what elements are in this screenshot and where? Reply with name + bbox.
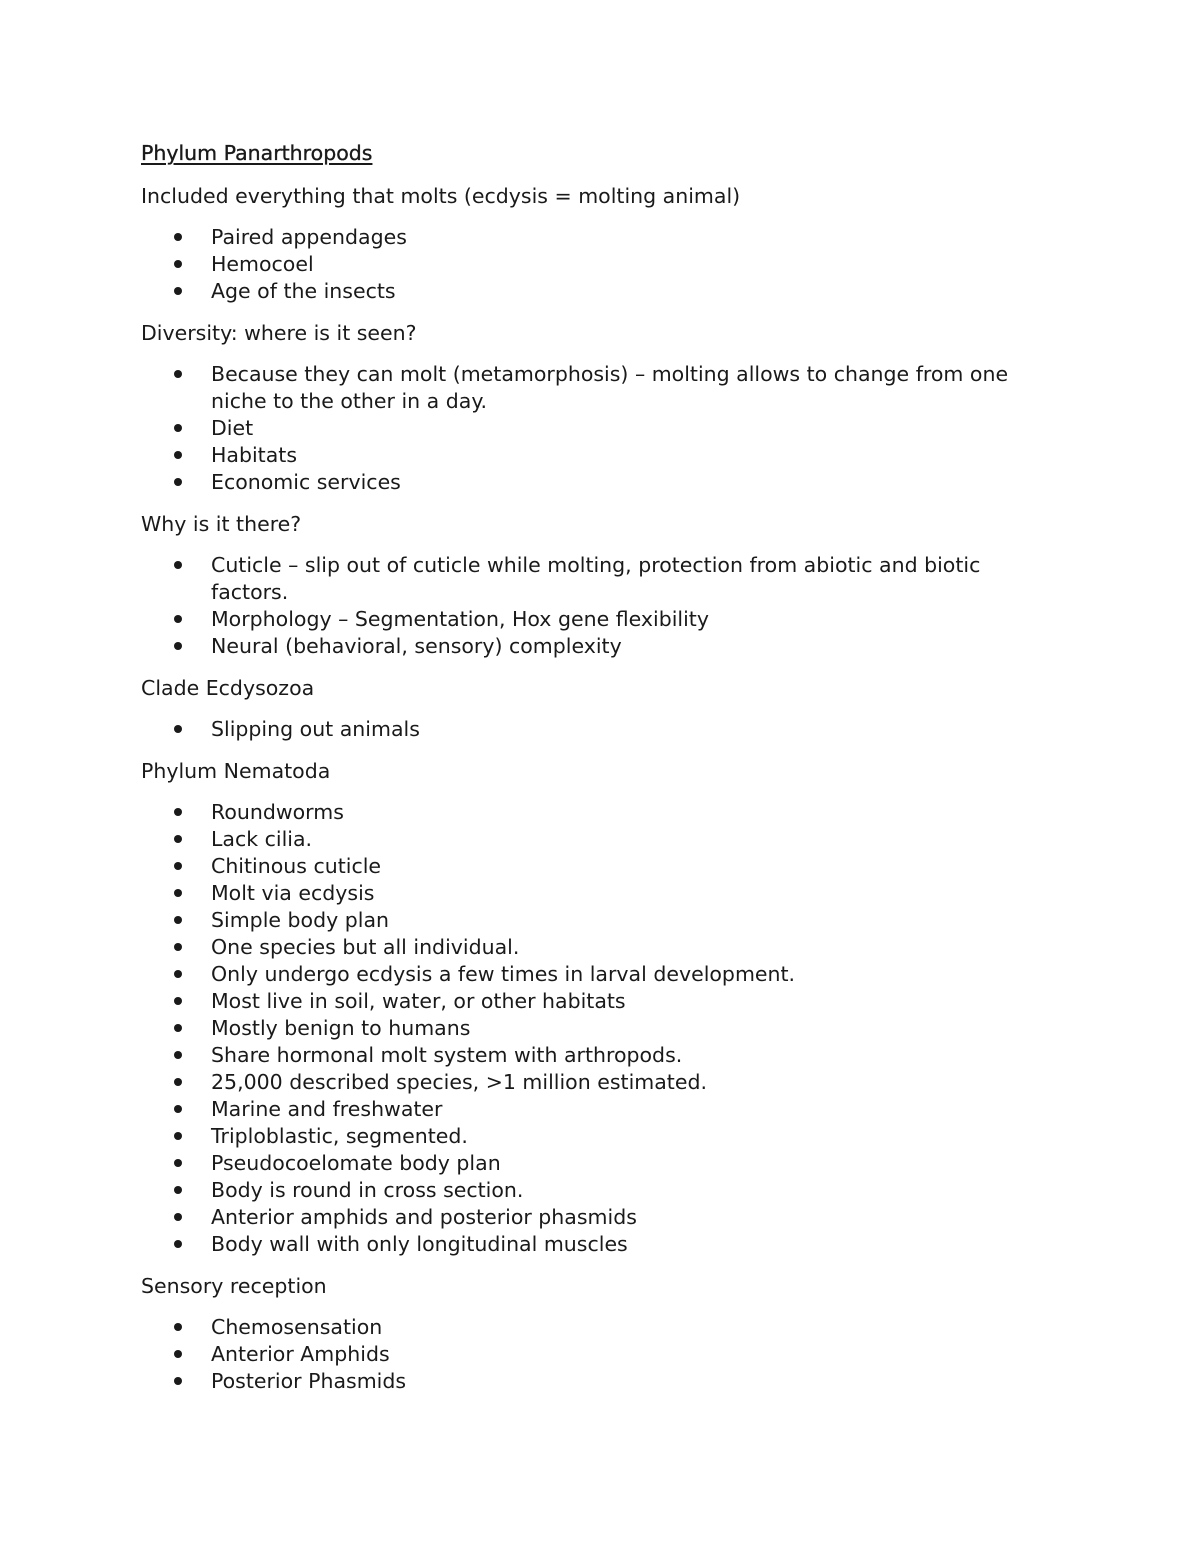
list-item: [141, 1123, 1061, 1150]
list-item-text: Mostly benign to humans: [211, 1016, 471, 1040]
list-item: [141, 552, 1061, 606]
bullet-icon: [174, 1213, 182, 1221]
list-item: [141, 1341, 1061, 1368]
list-item-text: Diet: [211, 416, 254, 440]
bullet-icon: [174, 808, 182, 816]
list-item: [141, 278, 1061, 305]
section-heading: Diversity: where is it seen?: [141, 321, 417, 345]
list-item-text: Chemosensation: [211, 1315, 383, 1339]
bullet-list: [141, 552, 1061, 660]
bullet-icon: [174, 233, 182, 241]
list-item: [141, 934, 1061, 961]
bullet-icon: [174, 478, 182, 486]
list-item-text: Age of the insects: [211, 279, 396, 303]
list-item-text: Simple body plan: [211, 908, 389, 932]
bullet-icon: [174, 615, 182, 623]
bullet-icon: [174, 1377, 182, 1385]
list-item: [141, 853, 1061, 880]
list-item: [141, 251, 1061, 278]
bullet-icon: [174, 287, 182, 295]
list-item-text: Habitats: [211, 443, 298, 467]
bullet-icon: [174, 970, 182, 978]
bullet-icon: [174, 916, 182, 924]
document-page: [141, 138, 1061, 1395]
list-item: [141, 224, 1061, 251]
list-item: [141, 1204, 1061, 1231]
bullet-icon: [174, 835, 182, 843]
bullet-icon: [174, 1323, 182, 1331]
bullet-icon: [174, 561, 182, 569]
list-item: [141, 1368, 1061, 1395]
bullet-icon: [174, 725, 182, 733]
list-item: [141, 1314, 1061, 1341]
bullet-icon: [174, 1132, 182, 1140]
bullet-list: [141, 361, 1061, 496]
list-item-text: Anterior amphids and posterior phasmids: [211, 1205, 637, 1229]
section-heading: Included everything that molts (ecdysis = molting animal): [141, 184, 741, 208]
list-item: [141, 880, 1061, 907]
list-item-text: Paired appendages: [211, 225, 407, 249]
list-item: [141, 961, 1061, 988]
bullet-icon: [174, 370, 182, 378]
section-heading: Sensory reception: [141, 1274, 327, 1298]
list-item-text: 25,000 described species, >1 million estimated.: [211, 1070, 707, 1094]
list-item: [141, 1096, 1061, 1123]
list-item: [141, 1231, 1061, 1258]
bullet-icon: [174, 451, 182, 459]
section-heading: Clade Ecdysozoa: [141, 676, 315, 700]
list-item: [141, 716, 1061, 743]
list-item-text: Neural (behavioral, sensory) complexity: [211, 634, 622, 658]
list-item-text: Roundworms: [211, 800, 344, 824]
list-item-text: Pseudocoelomate body plan: [211, 1151, 501, 1175]
list-item-text: Morphology – Segmentation, Hox gene flexibility: [211, 607, 709, 631]
list-item: [141, 469, 1061, 496]
section-heading: Why is it there?: [141, 512, 302, 536]
list-item: [141, 1150, 1061, 1177]
bullet-list: [141, 1314, 1061, 1395]
list-item: [141, 606, 1061, 633]
bullet-icon: [174, 1186, 182, 1194]
bullet-icon: [174, 642, 182, 650]
bullet-icon: [174, 1105, 182, 1113]
list-item-text: Molt via ecdysis: [211, 881, 375, 905]
list-item-text: Most live in soil, water, or other habitats: [211, 989, 626, 1013]
list-item-text: Hemocoel: [211, 252, 314, 276]
list-item: [141, 633, 1061, 660]
section-heading: Phylum Nematoda: [141, 759, 331, 783]
list-item: [141, 988, 1061, 1015]
bullet-icon: [174, 943, 182, 951]
bullet-icon: [174, 1240, 182, 1248]
list-item-text: Triploblastic, segmented.: [211, 1124, 468, 1148]
bullet-icon: [174, 1159, 182, 1167]
bullet-icon: [174, 1078, 182, 1086]
list-item-text: Posterior Phasmids: [211, 1369, 407, 1393]
document-title: Phylum Panarthropods: [141, 141, 373, 165]
list-item: [141, 1015, 1061, 1042]
list-item-text: Cuticle – slip out of cuticle while molting, protection from abiotic and biotic factors.: [211, 553, 981, 604]
list-item: [141, 799, 1061, 826]
bullet-icon: [174, 1350, 182, 1358]
list-item-text: Marine and freshwater: [211, 1097, 443, 1121]
bullet-list: [141, 716, 1061, 743]
list-item: [141, 1177, 1061, 1204]
bullet-icon: [174, 424, 182, 432]
list-item-text: Only undergo ecdysis a few times in larval development.: [211, 962, 796, 986]
list-item: [141, 1069, 1061, 1096]
list-item-text: Chitinous cuticle: [211, 854, 382, 878]
list-item: [141, 442, 1061, 469]
list-item-text: Slipping out animals: [211, 717, 420, 741]
list-item-text: Because they can molt (metamorphosis) – molting allows to change from one niche to the other in a day.: [211, 362, 1009, 413]
list-item-text: Anterior Amphids: [211, 1342, 390, 1366]
list-item-text: Lack cilia.: [211, 827, 313, 851]
list-item: [141, 415, 1061, 442]
bullet-icon: [174, 1051, 182, 1059]
bullet-icon: [174, 260, 182, 268]
list-item-text: Economic services: [211, 470, 401, 494]
list-item-text: Body wall with only longitudinal muscles: [211, 1232, 628, 1256]
bullet-icon: [174, 997, 182, 1005]
bullet-icon: [174, 1024, 182, 1032]
list-item: [141, 907, 1061, 934]
bullet-icon: [174, 889, 182, 897]
list-item: [141, 361, 1061, 415]
list-item: [141, 826, 1061, 853]
list-item-text: Body is round in cross section.: [211, 1178, 524, 1202]
list-item-text: One species but all individual.: [211, 935, 520, 959]
bullet-list: [141, 799, 1061, 1258]
list-item-text: Share hormonal molt system with arthropods.: [211, 1043, 683, 1067]
bullet-list: [141, 224, 1061, 305]
bullet-icon: [174, 862, 182, 870]
list-item: [141, 1042, 1061, 1069]
